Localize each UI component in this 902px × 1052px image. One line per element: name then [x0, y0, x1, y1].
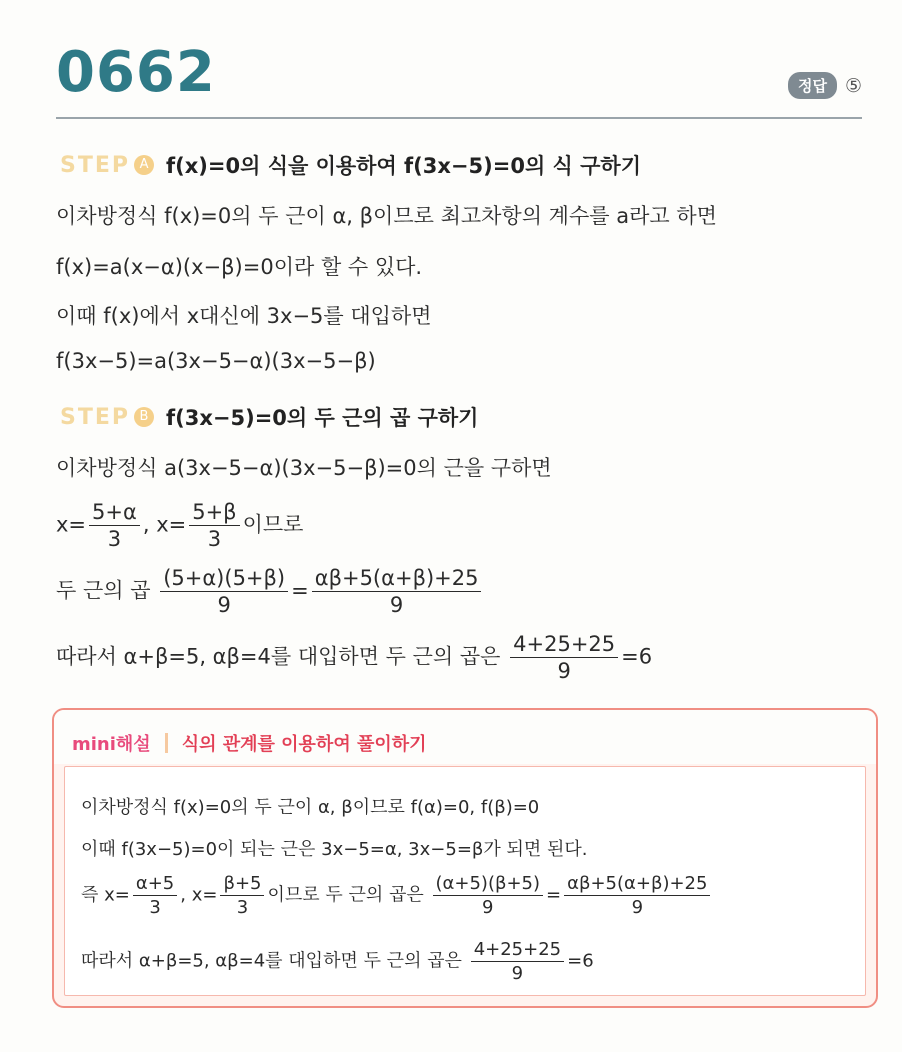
final-denominator: 9: [557, 659, 571, 683]
answer-value: ⑤: [844, 74, 862, 97]
mini-f2-denominator: 3: [236, 897, 249, 918]
mini-line-2: 이때 f(3x−5)=0이 되는 근은 3x−5=α, 3x−5=β가 되면 된다.: [81, 839, 588, 860]
mini-f1-numerator: α+5: [133, 873, 177, 896]
mini-f2-numerator: β+5: [220, 873, 264, 896]
step-b-title: f(3x−5)=0의 두 근의 곱 구하기: [166, 406, 479, 430]
step-a-heading: [60, 150, 641, 180]
step-a-tag: STEP: [60, 152, 131, 178]
final-numerator: 4+25+25: [510, 632, 618, 658]
mini-fraction-2: [220, 873, 264, 918]
step-a-circle-icon: A: [134, 155, 154, 175]
mini-content: [64, 766, 866, 996]
root-2-numerator: 5+β: [189, 500, 239, 526]
final-result: =6: [621, 644, 653, 669]
step-b-final: [56, 632, 652, 683]
mini-line-3-mid: 이므로 두 근의 곱은: [267, 884, 424, 906]
product-f2-numerator: αβ+5(α+β)+25: [312, 566, 482, 592]
answer-badge: 정답: [788, 72, 837, 99]
mini-fraction-1: [133, 873, 177, 918]
step-a-line-4: f(3x−5)=a(3x−5−α)(3x−5−β): [56, 349, 376, 373]
header-divider: [56, 117, 862, 119]
mini-fraction-4: [564, 873, 710, 918]
root-2-denominator: 3: [207, 527, 222, 551]
roots-suffix: 이므로: [242, 512, 304, 537]
problem-number: 0662: [56, 40, 216, 105]
mini-final-denominator: 9: [511, 963, 524, 984]
mini-line-4-prefix: 따라서 α+β=5, αβ=4를 대입하면 두 근의 곱은: [81, 950, 462, 972]
mini-f1-denominator: 3: [149, 897, 161, 918]
mini-solution-box: [52, 708, 878, 1008]
step-b-line-1: 이차방정식 a(3x−5−α)(3x−5−β)=0의 근을 구하면: [56, 456, 552, 480]
root-2-fraction: [189, 500, 239, 551]
mini-final-fraction: [471, 939, 564, 984]
mini-f4-numerator: αβ+5(α+β)+25: [564, 873, 710, 896]
product-f1-numerator: (5+α)(5+β): [160, 566, 288, 592]
mini-line-3-prefix: 즉 x=: [81, 884, 130, 906]
mini-line-3-eq: =: [546, 884, 562, 906]
product-fraction-1: [160, 566, 288, 617]
mini-separator: [165, 733, 168, 753]
step-b-circle-icon: B: [134, 407, 154, 427]
mini-title: 식의 관계를 이용하여 풀이하기: [181, 734, 427, 755]
answer: [788, 72, 862, 99]
root-1-denominator: 3: [107, 527, 122, 551]
final-prefix: 따라서 α+β=5, αβ=4를 대입하면 두 근의 곱은: [56, 644, 501, 669]
mini-line-3: [81, 873, 713, 918]
mini-tag: mini해설: [72, 734, 151, 755]
product-fraction-2: [312, 566, 482, 617]
mini-final-result: =6: [567, 950, 594, 972]
step-a-title: f(x)=0의 식을 이용하여 f(3x−5)=0의 식 구하기: [166, 154, 641, 178]
product-f1-denominator: 9: [217, 593, 231, 617]
mini-f3-denominator: 9: [482, 897, 494, 918]
root-1-numerator: 5+α: [89, 500, 140, 526]
step-b-tag: STEP: [60, 404, 131, 430]
step-b-heading: [60, 402, 478, 432]
step-a-line-2: f(x)=a(x−α)(x−β)=0이라 할 수 있다.: [56, 255, 423, 279]
step-a-line-3: 이때 f(x)에서 x대신에 3x−5를 대입하면: [56, 304, 432, 328]
mini-fraction-3: [433, 873, 544, 918]
step-a-line-1: 이차방정식 f(x)=0의 두 근이 α, β이므로 최고차항의 계수를 a라고 하면: [56, 204, 717, 228]
root-1-fraction: [89, 500, 140, 551]
roots-sep: , x=: [142, 512, 187, 537]
step-b-roots: [56, 500, 303, 551]
mini-f3-numerator: (α+5)(β+5): [433, 873, 544, 896]
mini-header: [72, 730, 427, 756]
step-b-product: [56, 566, 484, 617]
product-eq: =: [291, 578, 309, 603]
final-fraction: [510, 632, 618, 683]
mini-line-3-sep: , x=: [180, 884, 218, 906]
product-prefix: 두 근의 곱: [56, 578, 151, 603]
mini-final-numerator: 4+25+25: [471, 939, 564, 962]
mini-f4-denominator: 9: [631, 897, 644, 918]
roots-x1-prefix: x=: [56, 512, 87, 537]
mini-line-4: [81, 939, 594, 984]
product-f2-denominator: 9: [389, 593, 404, 617]
mini-line-1: 이차방정식 f(x)=0의 두 근이 α, β이므로 f(α)=0, f(β)=0: [81, 797, 540, 818]
